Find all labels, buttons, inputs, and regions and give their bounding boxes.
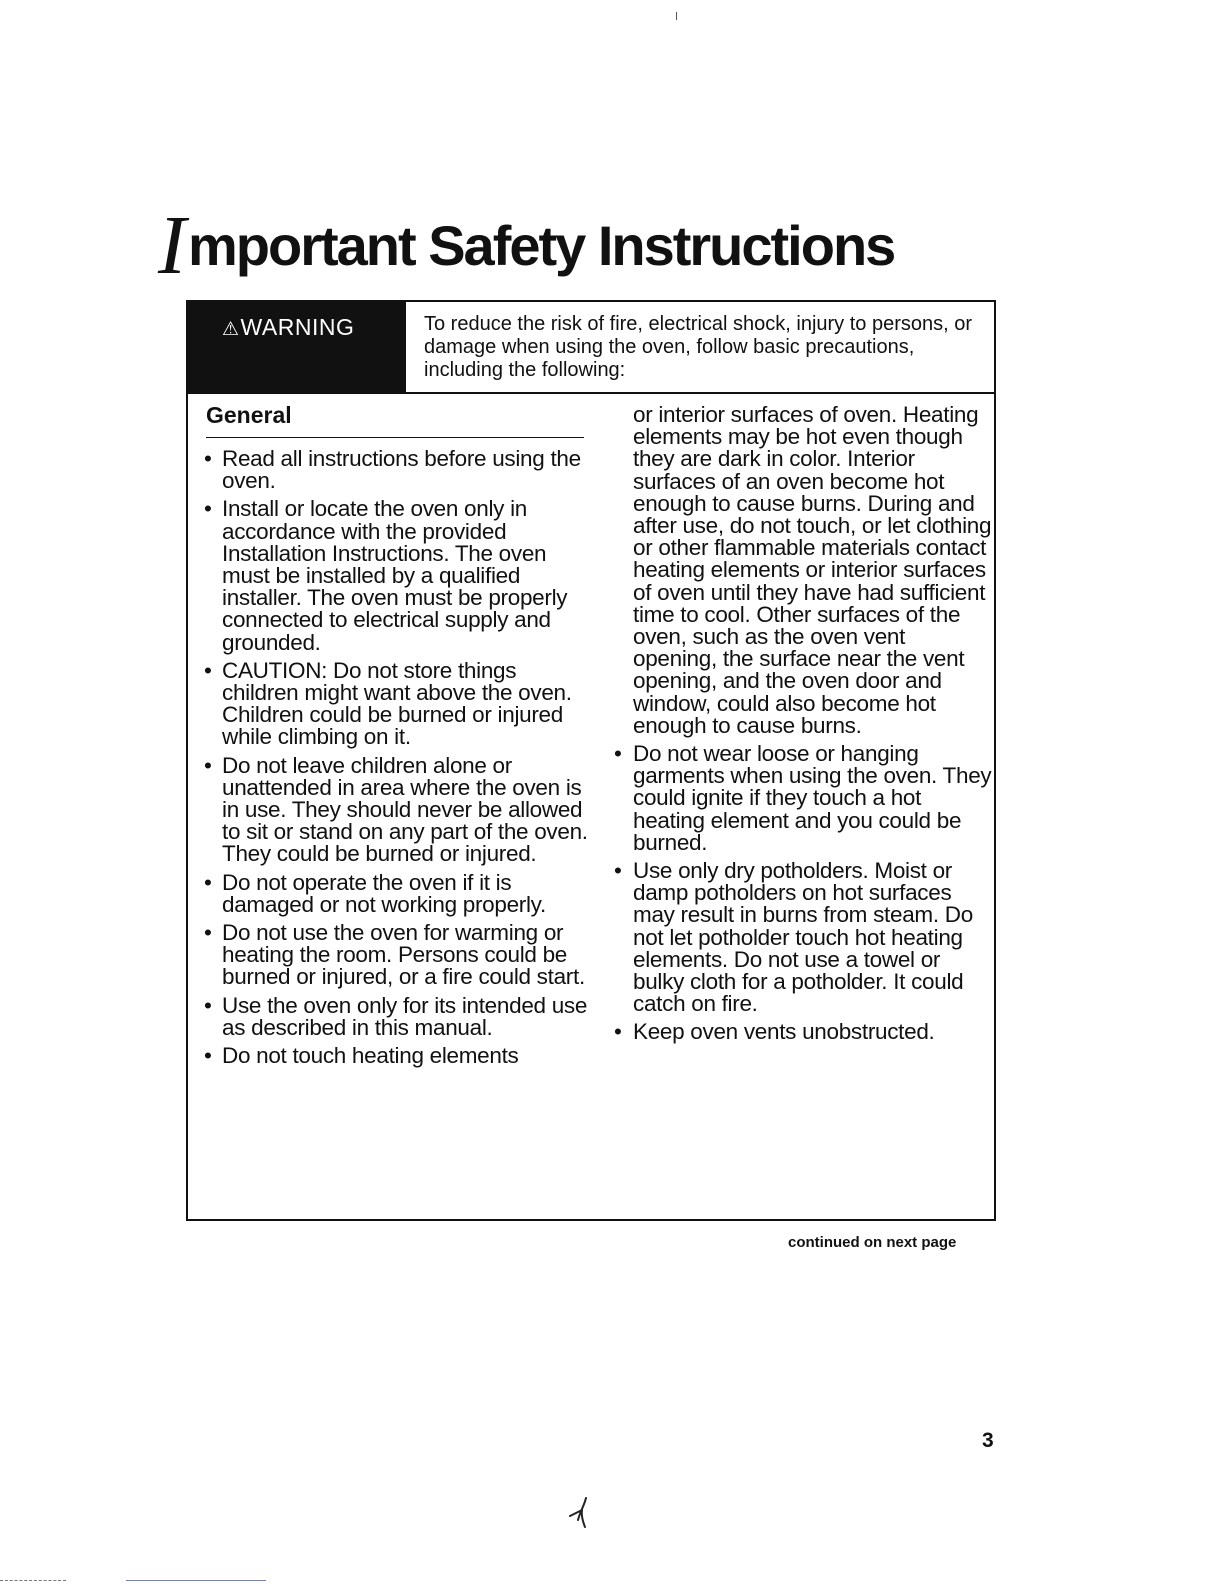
- list-item: [606, 1021, 992, 1043]
- scan-mark-top: [676, 12, 677, 20]
- left-bullet-list: [202, 448, 592, 1067]
- bullet-icon: •: [614, 741, 622, 767]
- right-bullet-list: [606, 743, 992, 1044]
- bullet-icon: •: [204, 657, 212, 683]
- bullet-icon: •: [204, 920, 212, 946]
- list-item-text: Do not operate the oven if it is damaged or not working properly.: [222, 869, 546, 917]
- list-item: [202, 657, 592, 750]
- bullet-icon: •: [204, 446, 212, 471]
- bullet-icon: •: [614, 858, 622, 884]
- list-item-text: Do not touch heating elements: [222, 1043, 519, 1069]
- continued-paragraph: or interior surfaces of oven. Heating elements may be hot even though they are dark in color. Interior surfaces of an oven become hot enough to cause burns. During and after use, do not touch, or let clothing or other flammable materials contact heating elements or interior surfaces of oven until they have had sufficient time to cool. Other surfaces of the oven, such as the oven vent opening, the surface near the vent opening, and the oven door and window, could also become hot enough to cause burns.: [633, 402, 992, 738]
- warning-text: To reduce the risk of fire, electrical shock, injury to persons, or damage when using the oven, follow basic precautions, including the following:: [424, 313, 973, 381]
- safety-content-box: [186, 394, 996, 1221]
- warning-label: [188, 302, 406, 392]
- title-text: mportant Safety Instructions: [187, 214, 895, 277]
- bullet-icon: •: [204, 1043, 212, 1069]
- warning-label-text: WARNING: [240, 314, 355, 340]
- right-column: [606, 404, 992, 1050]
- list-item-text: Keep oven vents unobstructed.: [633, 1019, 935, 1045]
- scan-artifact-line: [0, 1580, 66, 1581]
- list-item-text: Use only dry potholders. Moist or damp potholders on hot surfaces may result in burns from steam. Do not let potholder touch hot heating elements. Do not use a towel or bulky cloth for a potholder. It could catch on fire.: [633, 858, 973, 1017]
- page-number: 3: [982, 1429, 994, 1452]
- bullet-icon: •: [204, 752, 212, 778]
- left-column: [202, 448, 592, 1073]
- list-item-text: Use the oven only for its intended use as described in this manual.: [222, 992, 588, 1040]
- warning-triangle-icon: ⚠: [222, 319, 240, 340]
- bullet-icon: •: [614, 1019, 622, 1045]
- bullet-icon: •: [204, 496, 212, 522]
- list-item: [202, 922, 592, 989]
- list-item: [202, 752, 592, 867]
- list-item: [202, 1045, 592, 1067]
- bullet-icon: •: [204, 869, 212, 895]
- list-item-text: Do not wear loose or hanging garments when using the oven. They could ignite if they touch a hot heating element and you could be burned.: [633, 741, 992, 855]
- list-item-text: CAUTION: Do not store things children might want above the oven. Children could be burned or injured while climbing on it.: [222, 657, 572, 750]
- list-item: [202, 869, 592, 917]
- list-item-text: Do not leave children alone or unattended in area where the oven is in use. They should never be allowed to sit or stand on any part of the oven. They could be burned or injured.: [222, 752, 588, 867]
- list-item-text: Read all instructions before using the oven.: [222, 446, 581, 494]
- scan-artifact-line: [126, 1580, 266, 1581]
- section-heading-general: General: [206, 402, 584, 438]
- warning-box: [186, 300, 996, 394]
- list-item: [202, 448, 592, 492]
- title-initial: I: [158, 199, 186, 292]
- page-title: [158, 196, 895, 292]
- list-item: [606, 743, 992, 854]
- list-item: [202, 498, 592, 653]
- list-item-text: Do not use the oven for warming or heating the room. Persons could be burned or injured, or a fire could start.: [222, 920, 585, 990]
- scribble-mark-icon: [566, 1494, 596, 1530]
- list-item: [606, 860, 992, 1015]
- bullet-icon: •: [204, 992, 212, 1018]
- continued-notice: continued on next page: [788, 1234, 957, 1251]
- list-item: [202, 992, 592, 1040]
- list-item-text: Install or locate the oven only in accordance with the provided Installation Instructions. The oven must be installed by a qualified installer. The oven must be properly connected to electrical supply and grounded.: [222, 496, 568, 655]
